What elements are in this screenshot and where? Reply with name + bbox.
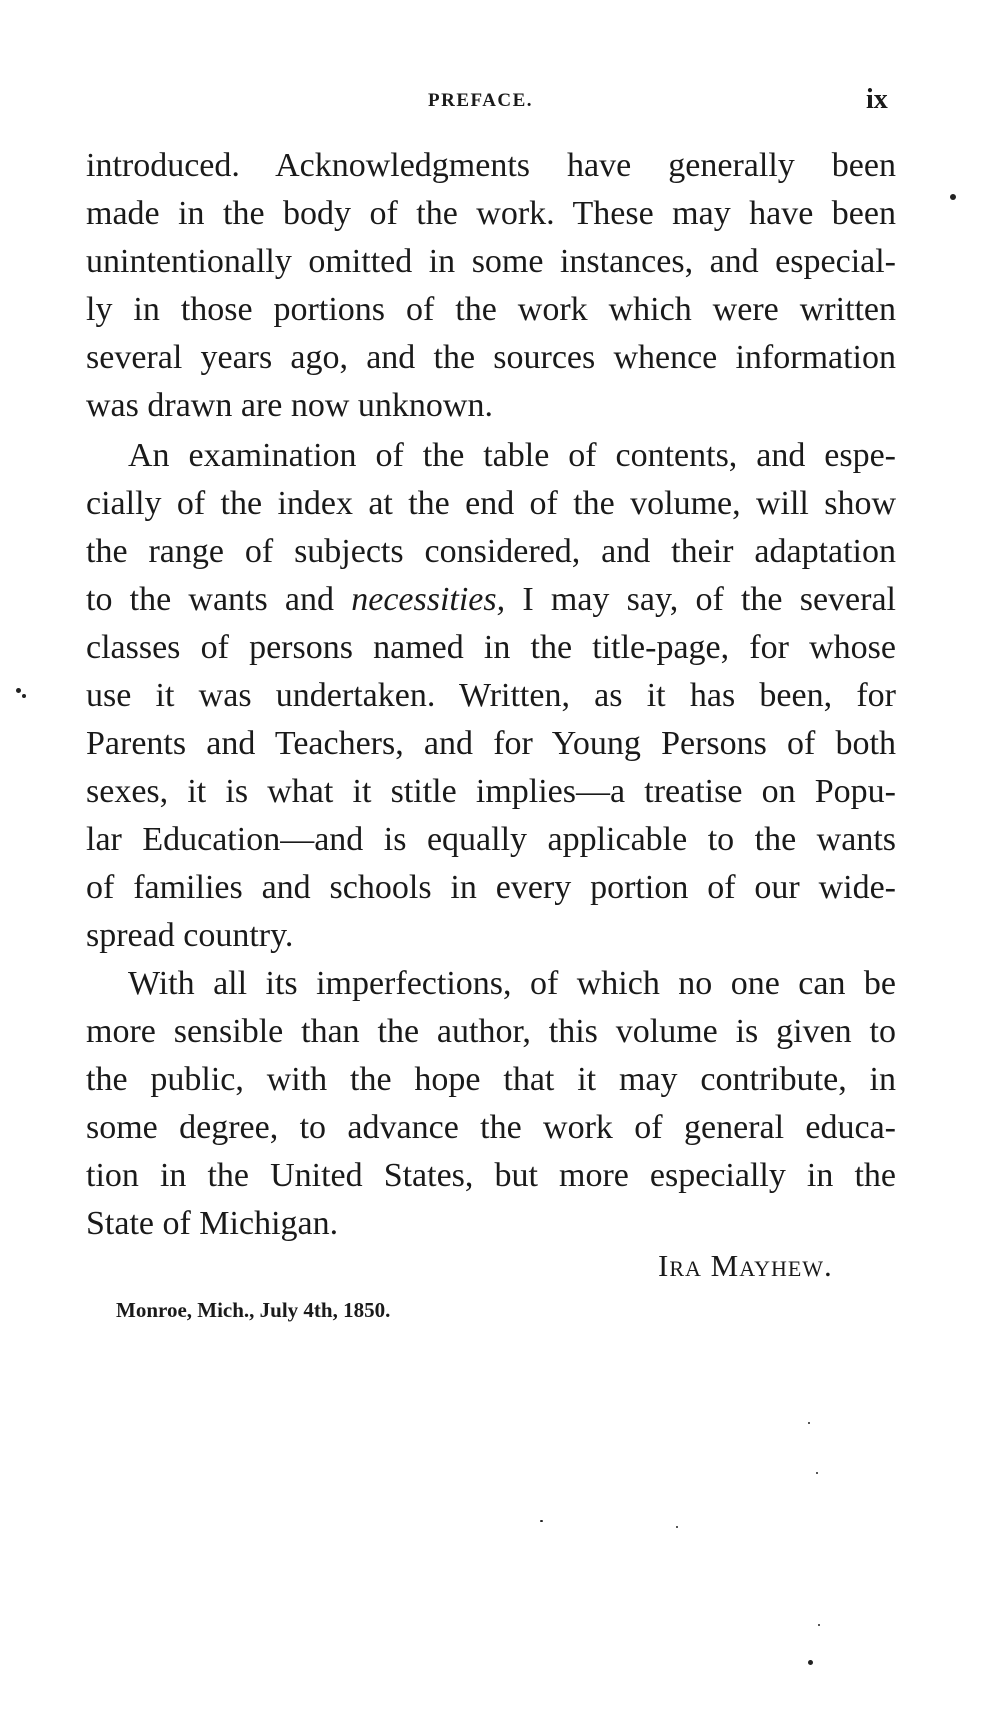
text-line: With all its imperfections, of which no one can be: [128, 965, 896, 1002]
text-fragment: I may say, of the several: [505, 581, 896, 618]
scan-speck: [676, 1526, 678, 1528]
scan-speck: [816, 1472, 818, 1474]
text-line-with-emphasis: [86, 576, 896, 624]
signature-first-name: Ira: [658, 1248, 702, 1283]
text-line: ly in those portions of the work which were written: [86, 291, 896, 328]
signature-last-name: Mayhew.: [710, 1248, 833, 1283]
paragraph-examination: [86, 432, 896, 960]
preface-body: [86, 142, 896, 1248]
paragraph-acknowledgments: [86, 142, 896, 430]
paragraph-imperfections: [86, 960, 896, 1248]
scan-speck: [950, 194, 956, 200]
text-fragment: to the wants and: [86, 581, 352, 618]
text-line: lar Education—and is equally applicable to the wants: [86, 821, 896, 858]
running-title: PREFACE.: [428, 90, 534, 111]
text-line: some degree, to advance the work of general educa-: [86, 1109, 896, 1146]
text-line: introduced. Acknowledgments have generally been: [86, 147, 896, 184]
text-line: tion in the United States, but more especially in the: [86, 1157, 896, 1194]
author-signature: [658, 1248, 833, 1284]
text-line: more sensible than the author, this volume is given to: [86, 1013, 896, 1050]
scan-speck: [808, 1422, 810, 1424]
text-line: the public, with the hope that it may contribute, in: [86, 1061, 896, 1098]
scan-speck: [808, 1660, 813, 1665]
text-line: the range of subjects considered, and their adaptation: [86, 533, 896, 570]
scan-speck: [540, 1520, 543, 1522]
text-line: was drawn are now unknown.: [86, 387, 493, 424]
scan-speck: [16, 688, 21, 693]
scan-speck: [818, 1624, 820, 1626]
text-line: classes of persons named in the title-page, for whose: [86, 629, 896, 666]
text-line: unintentionally omitted in some instances, and especial-: [86, 243, 896, 280]
text-line: several years ago, and the sources whence information: [86, 339, 896, 376]
text-line: State of Michigan.: [86, 1205, 339, 1242]
text-line: cially of the index at the end of the volume, will show: [86, 485, 896, 522]
text-line: use it was undertaken. Written, as it has been, for: [86, 677, 896, 714]
emphasis-necessities: necessities,: [351, 581, 506, 618]
scan-speck: [22, 694, 26, 698]
text-line: sexes, it is what it stitle implies—a treatise on Popu-: [86, 773, 896, 810]
dateline: Monroe, Mich., July 4th, 1850.: [116, 1298, 391, 1322]
text-line: An examination of the table of contents, and espe-: [128, 437, 896, 474]
text-line: made in the body of the work. These may have been: [86, 195, 896, 232]
page-number: ix: [866, 84, 888, 115]
text-line: spread country.: [86, 917, 294, 954]
text-line: Parents and Teachers, and for Young Persons of both: [86, 725, 896, 762]
text-line: of families and schools in every portion of our wide-: [86, 869, 896, 906]
running-head: [0, 84, 984, 114]
